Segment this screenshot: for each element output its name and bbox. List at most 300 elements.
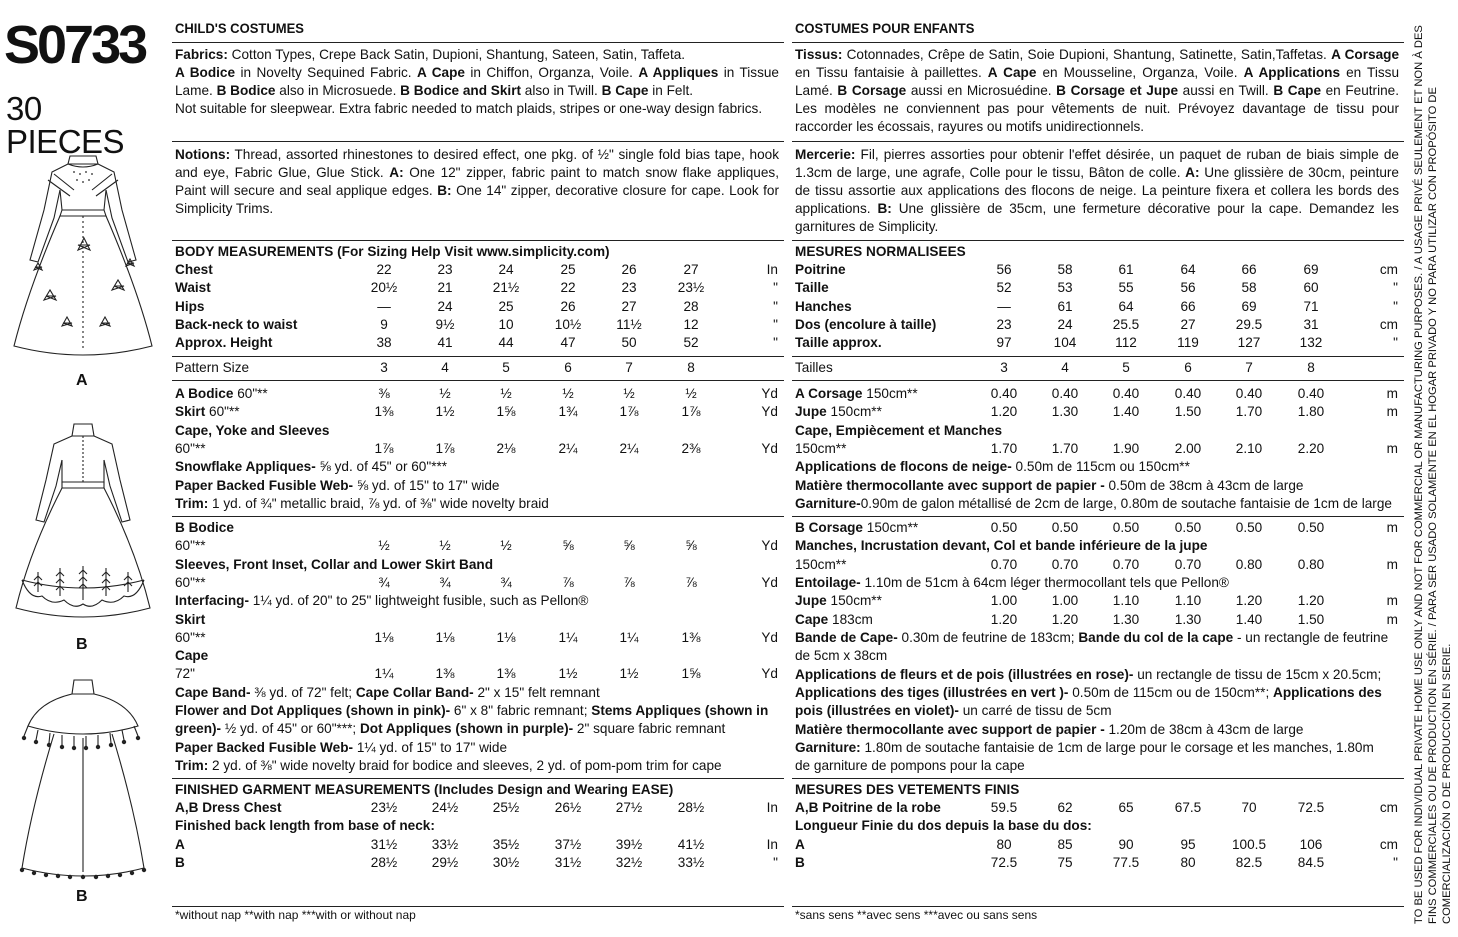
row-value: 0.50 <box>1112 520 1140 535</box>
row-value: 27 <box>683 262 699 277</box>
row-value: 1.20 <box>1297 593 1325 609</box>
row-value: 23 <box>996 316 1012 332</box>
row-value: 0.80 <box>1235 556 1263 572</box>
row-value: 100.5 <box>1231 836 1267 852</box>
bold-text: Dot Appliques (shown in purple)- <box>359 721 574 737</box>
row-value: 32½ <box>615 854 643 870</box>
view-b-row <box>792 538 1404 556</box>
view-b-row <box>172 593 784 611</box>
row-value: 127 <box>1237 335 1261 351</box>
text: ½ yd. of 45" or 60"***; <box>221 721 360 737</box>
row-value: 7 <box>1245 360 1253 375</box>
row-value: ⅝ <box>623 538 635 554</box>
body-row <box>792 262 1404 280</box>
row-value: ⅞ <box>685 574 697 590</box>
row-unit: Yd <box>761 386 778 401</box>
finished-row <box>792 800 1404 818</box>
row-value: 1.40 <box>1112 404 1140 420</box>
row-label: Taille approx. <box>795 335 882 351</box>
row-value: 1.20 <box>1235 593 1263 609</box>
text: 2 yd. of ⅜" wide novelty braid for bodice and sleeves, 2 yd. of pom-pom trim for cape <box>208 757 722 773</box>
view-b-line <box>175 758 722 773</box>
view-b-row <box>792 593 1404 611</box>
row-value: 30½ <box>492 854 520 870</box>
row-value: 21 <box>437 280 453 296</box>
row-label: Taille <box>795 280 829 296</box>
text: 0.30m de feutrine de 183cm; <box>897 630 1079 645</box>
bold-text: A Cape <box>987 65 1037 80</box>
row-value: 1.80 <box>1297 404 1325 420</box>
row-value: 1⅞ <box>681 404 701 420</box>
row-label: B <box>795 854 805 870</box>
row-value: 25 <box>498 298 514 314</box>
row-value: 104 <box>1053 335 1077 351</box>
row-value: 1⅞ <box>435 440 455 456</box>
bold-text: Paper Backed Fusible Web- <box>175 739 354 755</box>
row-unit: " <box>773 335 778 351</box>
bold-text: Bande de Cape- <box>795 630 898 645</box>
view-b-line <box>795 648 887 663</box>
view-a-rule <box>792 516 1404 517</box>
text: - un rectangle de feutrine <box>1233 630 1389 645</box>
row-label: Poitrine <box>795 262 846 277</box>
row-value: 6 <box>564 360 572 375</box>
row-value: 1⅞ <box>374 440 394 456</box>
row-value: 9 <box>380 316 388 332</box>
row-value: 1½ <box>558 666 578 682</box>
row-value: 1.50 <box>1174 404 1202 420</box>
bold-text: Applications de flocons de neige- <box>795 459 1012 475</box>
row-value: 119 <box>1177 335 1199 351</box>
fabrics-label: Tissus: <box>795 47 843 62</box>
row-value: 27 <box>621 298 637 314</box>
row-unit: " <box>773 298 778 314</box>
row-unit: m <box>1386 520 1398 535</box>
row-unit: m <box>1386 404 1398 420</box>
usage-notice-text: TO BE USED FOR INDIVIDUAL PRIVATE HOME USE ONLY AND NOT FOR COMMERCIAL OR MANUFACTURING PURPOSES. / A USAGE PRIVÉ SEULEMENT ET NON À DES FINS COMMERCIALES OU DE PRODUCTION EN SÉRIE. / PARA SER USADO SOLAMENTE EN EL HOGAR PRIVADO Y NO PARA UTILIZAR CON PROPÓSITO DE COMERCIALIZACIÓN O DE PRODUCCIÓN EN SERIE. <box>1413 24 1453 924</box>
view-a-row <box>792 423 1404 441</box>
row-unit: Yd <box>761 666 778 682</box>
row-value: 95 <box>1180 836 1196 852</box>
view-b-row <box>172 612 784 630</box>
row-value: 1.40 <box>1235 611 1263 627</box>
row-unit: m <box>1386 386 1398 401</box>
row-value: 75 <box>1057 854 1073 870</box>
text: Une glissière de 35cm, une fermeture décorative pour la cape. Demandez les garnitures de Simplicity. <box>795 201 1399 234</box>
row-value: 84.5 <box>1297 854 1325 870</box>
row-value: 27½ <box>615 800 643 815</box>
bold-text: Applications de fleurs et de pois (illustrées en rose)- <box>795 666 1134 682</box>
finished-row <box>792 855 1404 873</box>
row-unit: " <box>773 280 778 296</box>
row-value: 28½ <box>677 800 705 815</box>
bold-text: Garniture: <box>795 739 861 755</box>
text: 0.90m de galon métallisé de 2cm de large, 0.80m de soutache fantaisie de 1cm de large <box>860 495 1392 511</box>
bold-text: Cape Collar Band- <box>355 684 474 700</box>
row-value: 60 <box>1303 280 1319 296</box>
row-value: 1¼ <box>558 629 578 645</box>
view-b-row <box>172 557 784 575</box>
row-label: 60"** <box>175 629 206 645</box>
row-label: 60"** <box>175 440 206 456</box>
text: 1 yd. of ¾" metallic braid, ⅞ yd. of ⅜" wide novelty braid <box>208 495 549 511</box>
view-b-row <box>792 557 1404 575</box>
pattern-number: S0733 <box>4 15 146 75</box>
row-value: 2¼ <box>619 440 639 456</box>
text: 6" x 8" fabric remnant; <box>450 703 592 718</box>
footnote: *sans sens **avec sens ***avec ou sans sens <box>795 908 1038 922</box>
body-row <box>792 299 1404 317</box>
view-b-line <box>175 721 725 736</box>
notions-paragraph <box>175 146 779 218</box>
row-label: Waist <box>175 280 211 296</box>
bold-text: A Cape <box>417 65 465 80</box>
row-value: 70 <box>1241 800 1257 815</box>
row-label: B <box>175 854 185 870</box>
row-value: 5 <box>1122 360 1130 375</box>
text: 1¼ yd. of 15" to 17" wide <box>353 739 508 755</box>
view-b-line <box>175 740 507 755</box>
finished-row <box>172 818 784 836</box>
text: en Tissu fantaisie à paillettes. <box>795 65 988 80</box>
row-value: 1¼ <box>374 666 394 682</box>
row-label: Finished back length from base of neck: <box>175 818 435 834</box>
row-value: 0.50 <box>1235 520 1263 535</box>
row-label: A Bodice 60"** <box>175 386 268 401</box>
bold-text: B: <box>437 183 452 198</box>
body-row <box>172 299 784 317</box>
notions-label: Mercerie: <box>795 147 856 162</box>
row-label: A <box>795 836 805 852</box>
view-a-line <box>795 496 1392 511</box>
row-value: 1⅜ <box>374 404 394 420</box>
mercerie-paragraph <box>795 146 1399 236</box>
row-value: 1.30 <box>1112 611 1140 627</box>
view-b-line <box>175 703 768 718</box>
view-b-rule <box>792 778 1404 779</box>
text: de 5cm x 38cm <box>795 648 888 664</box>
row-label: Longueur Finie du dos depuis la base du dos: <box>795 818 1092 834</box>
view-b-row <box>792 612 1404 630</box>
body-measurements-heading: MESURES NORMALISEES <box>795 244 966 259</box>
row-value: 10 <box>498 316 514 332</box>
text: also in Microsuede. <box>275 83 401 98</box>
finished-measurements-heading: MESURES DES VETEMENTS FINIS <box>795 782 1020 797</box>
row-value: 0.70 <box>1174 556 1202 572</box>
row-value: 44 <box>498 335 514 351</box>
bold-text: green)- <box>175 721 222 737</box>
bold-text: B Corsage et Jupe <box>1056 83 1179 98</box>
row-value: 1.30 <box>1051 404 1079 420</box>
text: also in Twill. <box>521 83 602 98</box>
row-value: ⅜ <box>378 386 390 401</box>
row-label: Interfacing- 1¼ yd. of 20" to 25" lightweight fusible, such as Pellon® <box>175 593 589 609</box>
row-value: 39½ <box>615 836 643 852</box>
row-value: 23 <box>621 280 637 296</box>
bold-text: Stems Appliques (shown in <box>591 703 769 718</box>
row-value: 5 <box>502 360 510 375</box>
view-b-line <box>795 722 1303 737</box>
body-row <box>172 317 784 335</box>
view-a-row <box>172 386 784 404</box>
row-value: 67.5 <box>1174 800 1202 815</box>
bold-text: B Corsage <box>837 83 907 98</box>
row-unit: cm <box>1379 836 1398 852</box>
footnote: *without nap **with nap ***with or without nap <box>175 908 416 922</box>
row-value: 80 <box>996 836 1012 852</box>
finished-measurements-heading: FINISHED GARMENT MEASUREMENTS (Includes Design and Wearing EASE) <box>175 782 674 797</box>
row-value: ¾ <box>378 574 390 590</box>
view-a-line <box>175 496 549 511</box>
row-value: — <box>377 298 391 314</box>
row-unit: Yd <box>761 629 778 645</box>
row-label: Cape, Empiècement et Manches <box>795 422 1002 438</box>
row-label: Hips <box>175 298 205 314</box>
footer-rule <box>792 906 1404 907</box>
row-unit: " <box>1393 335 1398 351</box>
row-label-suffix: 150cm** <box>862 386 918 401</box>
bold-text: Cape Band- <box>175 684 251 700</box>
view-a-row <box>172 441 784 459</box>
row-unit: Yd <box>761 404 778 420</box>
french-column <box>792 0 1404 937</box>
text: aussi en Twill. <box>1178 83 1274 98</box>
row-label-suffix: 60"** <box>233 386 268 401</box>
row-value: 58 <box>1241 280 1257 296</box>
row-value: 90 <box>1118 836 1134 852</box>
row-value: ¾ <box>439 574 451 590</box>
row-label: Back-neck to waist <box>175 316 298 332</box>
bold-text: B: <box>877 201 892 216</box>
row-value: 71 <box>1303 298 1319 314</box>
body-row <box>792 335 1404 353</box>
body-rule <box>792 356 1404 357</box>
finished-row <box>172 837 784 855</box>
row-value: 37½ <box>554 836 582 852</box>
row-value: 65 <box>1118 800 1134 815</box>
row-label: Skirt <box>175 611 206 627</box>
fabrics-paragraph <box>175 46 779 118</box>
fabrics-label: Fabrics: <box>175 47 228 62</box>
row-value: 0.50 <box>1297 520 1325 535</box>
text: in Novelty Sequined Fabric. <box>235 65 417 80</box>
bold-text: A: <box>1185 165 1200 180</box>
text: en Mousseline, Organza, Voile. <box>1036 65 1244 80</box>
row-value: 1⅝ <box>496 404 516 420</box>
view-b-row <box>172 648 784 666</box>
size-rule <box>172 380 784 381</box>
row-value: 1½ <box>619 666 639 682</box>
row-value: 1.00 <box>1051 593 1079 609</box>
bold-text: B Bodice and Skirt <box>400 83 522 98</box>
text: Cotonnades, Crêpe de Satin, Soie Dupioni, Shantung, Satinette, Satin,Taffetas. <box>842 47 1332 62</box>
row-value: 1⅛ <box>374 629 394 645</box>
row-value: 0.80 <box>1297 556 1325 572</box>
row-value: 72.5 <box>990 854 1018 870</box>
row-value: 24 <box>498 262 514 277</box>
left-panel <box>0 0 168 937</box>
row-value: 77.5 <box>1112 854 1140 870</box>
row-value: 31½ <box>554 854 582 870</box>
row-value: 24 <box>437 298 453 314</box>
row-value: 1½ <box>435 404 455 420</box>
row-value: 7 <box>625 360 633 375</box>
row-value: 52 <box>996 280 1012 296</box>
finished-row <box>172 800 784 818</box>
row-value: 0.40 <box>1112 386 1140 401</box>
row-value: 52 <box>683 335 699 351</box>
row-value: 33½ <box>431 836 459 852</box>
size-row <box>172 360 784 378</box>
row-unit: m <box>1386 593 1398 609</box>
view-b-line <box>795 667 1381 682</box>
row-value: 6 <box>1184 360 1192 375</box>
row-value: 33½ <box>677 854 705 870</box>
row-value: — <box>997 298 1011 314</box>
text: 2" x 15" felt remnant <box>473 684 600 700</box>
row-label: B Corsage 150cm** <box>795 520 919 535</box>
row-unit: Yd <box>761 574 778 590</box>
view-a-row <box>172 404 784 422</box>
row-label: Dos (encolure à taille) <box>795 316 937 332</box>
body-row <box>172 262 784 280</box>
row-value: 1.00 <box>990 593 1018 609</box>
row-value: 1.70 <box>1051 440 1079 456</box>
row-label: Manches, Incrustation devant, Col et bande inférieure de la jupe <box>795 538 1208 554</box>
row-unit: In <box>766 262 778 277</box>
row-value: ½ <box>378 538 390 554</box>
text: 1.20m de 38cm à 43cm de large <box>1104 721 1304 737</box>
text: Cotton Types, Crepe Back Satin, Dupioni, Shantung, Sateen, Satin, Taffeta. <box>227 47 686 62</box>
tissus-paragraph <box>795 46 1399 136</box>
row-value: 25 <box>560 262 576 277</box>
view-a-label: A <box>76 372 88 389</box>
row-value: 69 <box>1303 262 1319 277</box>
view-a-row <box>792 386 1404 404</box>
view-b-row <box>172 630 784 648</box>
row-value: 1⅛ <box>496 629 516 645</box>
row-unit: m <box>1386 611 1398 627</box>
row-value: 1⅜ <box>435 666 455 682</box>
body-row <box>792 317 1404 335</box>
row-label: A Corsage 150cm** <box>795 386 918 401</box>
bold-text: pois (illustrées en violet)- <box>795 703 959 719</box>
finished-row <box>792 837 1404 855</box>
row-value: ⅝ <box>562 538 574 554</box>
usage-notice <box>1408 0 1458 937</box>
view-b-label: B <box>76 636 88 653</box>
row-value: 1.20 <box>990 611 1018 627</box>
row-label-suffix: 1¼ yd. of 20" to 25" lightweight fusible, such as Pellon® <box>249 593 589 609</box>
row-value: 97 <box>996 335 1012 351</box>
row-value: ⅞ <box>562 574 574 590</box>
bold-text: A: <box>389 165 404 180</box>
row-value: 66 <box>1241 262 1257 277</box>
footer-rule <box>172 906 784 907</box>
view-b-row <box>172 538 784 556</box>
view-a-line <box>175 459 447 474</box>
view-a-rule <box>172 516 784 517</box>
row-unit: cm <box>1379 316 1398 332</box>
view-b-line <box>795 740 1374 755</box>
row-value: 21½ <box>492 280 520 296</box>
row-value: 38 <box>376 335 392 351</box>
row-value: 2⅛ <box>496 440 516 456</box>
row-label: Tailles <box>795 360 833 375</box>
row-unit: cm <box>1379 800 1398 815</box>
row-label: Hanches <box>795 298 852 314</box>
notions-rule <box>792 240 1404 241</box>
view-b-line <box>175 685 600 700</box>
bold-text: B Cape <box>1273 83 1321 98</box>
bold-text: Paper Backed Fusible Web- <box>175 477 354 493</box>
row-value: 2⅜ <box>681 440 701 456</box>
row-value: 25½ <box>492 800 520 815</box>
size-row <box>792 360 1404 378</box>
row-unit: " <box>773 854 778 870</box>
row-value: 0.50 <box>1051 520 1079 535</box>
body-row <box>172 335 784 353</box>
text: in Tissue Lame. <box>175 65 779 98</box>
row-value: 72.5 <box>1297 800 1325 815</box>
row-value: 2¼ <box>558 440 578 456</box>
view-b-dress-sketch <box>8 420 158 630</box>
size-rule <box>792 380 1404 381</box>
row-value: ½ <box>439 538 451 554</box>
row-value: ⅝ <box>685 538 697 554</box>
row-label: Jupe 150cm** <box>795 593 882 609</box>
row-value: 1⅝ <box>681 666 701 682</box>
row-unit: " <box>1393 280 1398 296</box>
row-value: 41 <box>437 335 453 351</box>
row-label: A,B Poitrine de la robe <box>795 800 941 815</box>
row-unit: m <box>1386 556 1398 572</box>
text: 0.50m de 115cm ou 150cm** <box>1011 459 1190 475</box>
view-a-row <box>172 423 784 441</box>
row-value: 29½ <box>431 854 459 870</box>
view-b-cape-label: B <box>76 888 88 905</box>
row-value: 62 <box>1057 800 1073 815</box>
row-value: 31½ <box>370 836 398 852</box>
row-value: 47 <box>560 335 576 351</box>
row-unit: Yd <box>761 440 778 456</box>
text: in Felt. <box>648 83 694 98</box>
bold-text: Snowflake Appliques- <box>175 459 316 475</box>
row-label: 72" <box>175 666 195 682</box>
row-value: 58 <box>1057 262 1073 277</box>
row-value: 2.10 <box>1235 440 1263 456</box>
row-value: 1.70 <box>990 440 1018 456</box>
row-value: 55 <box>1118 280 1134 296</box>
text: Not suitable for sleepwear. Extra fabric needed to match plaids, stripes or one-way design fabrics. <box>175 101 763 116</box>
bold-text: Garniture- <box>795 495 861 511</box>
bold-text: Matière thermocollante avec support de papier - <box>795 477 1105 493</box>
row-value: 23 <box>437 262 453 277</box>
body-row <box>172 280 784 298</box>
row-value: 11½ <box>616 316 642 332</box>
row-value: 0.70 <box>1051 556 1079 572</box>
bold-text: Applications des tiges (illustrées en vert )- <box>795 684 1069 700</box>
title-rule <box>792 42 1404 43</box>
row-unit: cm <box>1379 262 1398 277</box>
row-value: 35½ <box>492 836 520 852</box>
body-rule <box>172 356 784 357</box>
view-a-line <box>795 459 1190 474</box>
row-label: 60"** <box>175 574 206 590</box>
bold-text: Bande du col de la cape <box>1078 630 1234 645</box>
view-a-line <box>795 478 1303 493</box>
row-unit: " <box>1393 854 1398 870</box>
